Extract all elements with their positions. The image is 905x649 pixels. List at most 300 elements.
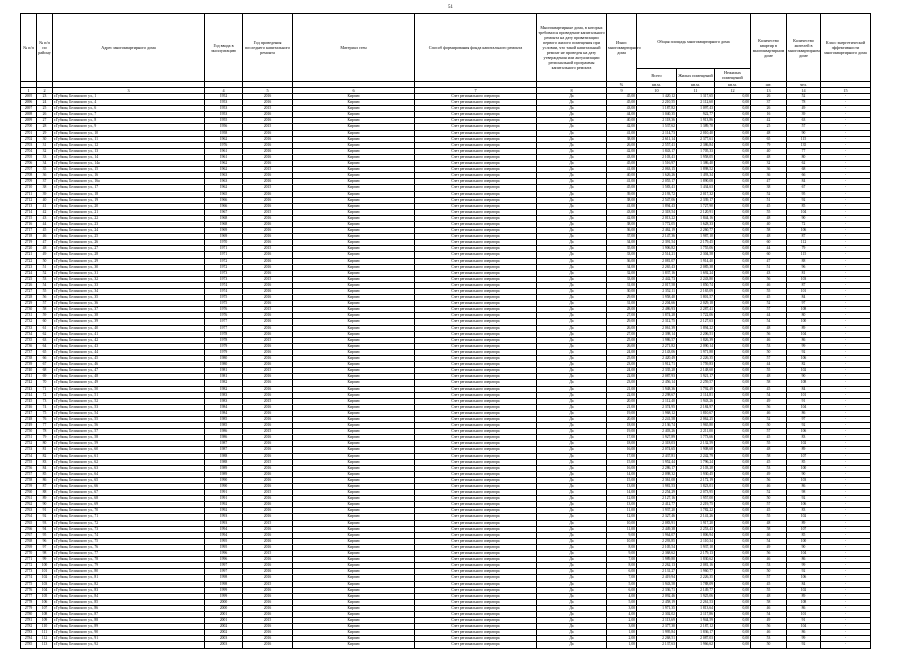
cell-area-total: 1 989,80 [637, 557, 677, 563]
cell-year-built: 1975 [205, 301, 243, 307]
cell-area-living: 1 782,22 [677, 508, 715, 514]
cell-wall-material: Кирпич [293, 154, 415, 160]
cell-area-total: 1 958,40 [637, 295, 677, 301]
cell-no: 2696 [21, 100, 37, 106]
cell-repair-flag: Да [537, 197, 607, 203]
cell-area-total: 1 537,62 [637, 124, 677, 130]
cell-year-repair: 2016 [243, 569, 293, 575]
cell-wall-material: Кирпич [293, 477, 415, 483]
cell-flats: 52 [751, 191, 787, 197]
cell-fund-method: Счет регионального оператора [415, 100, 537, 106]
cell-address: г.Губкин, Белинского ул., 17 [53, 185, 205, 191]
cell-area-nonliving: 0,00 [715, 557, 751, 563]
header-efficiency: Класс энергетической эффективности многоквартирного дома [821, 14, 871, 82]
cell-area-living: 1 943,26 [677, 398, 715, 404]
cell-fund-method: Счет регионального оператора [415, 289, 537, 295]
cell-wall-material: Кирпич [293, 508, 415, 514]
cell-efficiency: - [821, 246, 871, 252]
cell-year-repair: 2015 [243, 429, 293, 435]
cell-residents: 90 [787, 215, 821, 221]
cell-area-total: 2 074,65 [637, 447, 677, 453]
cell-wall-material: Кирпич [293, 636, 415, 642]
cell-efficiency: - [821, 118, 871, 124]
header-fund-method: Способ формирования фонда капитального ремонта [415, 14, 537, 82]
cell-no: 2743 [21, 386, 37, 392]
cell-no: 2702 [21, 136, 37, 142]
cell-no-district: 42 [37, 209, 53, 215]
cell-area-living: 2 260,77 [677, 228, 715, 234]
cell-area-nonliving: 0,00 [715, 374, 751, 380]
cell-area-total: 2 113,69 [637, 618, 677, 624]
cell-residents: 86 [787, 605, 821, 611]
cell-repair-flag: Да [537, 148, 607, 154]
cell-year-built: 1976 [205, 142, 243, 148]
cell-repair-flag: Да [537, 307, 607, 313]
cell-residents: 99 [787, 343, 821, 349]
cell-address: г.Губкин, Белинского ул., 74 [53, 532, 205, 538]
cell-year-repair: 2016 [243, 538, 293, 544]
cell-wall-material: Кирпич [293, 642, 415, 648]
header-flats: Количество квартир в многоквартирном доме [751, 14, 787, 82]
cell-no: 2721 [21, 252, 37, 258]
cell-year-built: 1953 [205, 100, 243, 106]
cell-year-built: 1983 [205, 392, 243, 398]
cell-no-district: 108 [37, 611, 53, 617]
cell-area-nonliving: 0,00 [715, 270, 751, 276]
cell-repair-flag: Да [537, 502, 607, 508]
cell-wall-material: Кирпич [293, 343, 415, 349]
cell-wear: 36,00 [607, 228, 637, 234]
cell-year-repair: 2016 [243, 557, 293, 563]
cell-flats: 57 [751, 356, 787, 362]
cell-flats: 53 [751, 343, 787, 349]
cell-wall-material: Кирпич [293, 215, 415, 221]
cell-efficiency: - [821, 343, 871, 349]
cell-no-district: 98 [37, 551, 53, 557]
cell-area-nonliving: 0,00 [715, 423, 751, 429]
cell-wall-material: Кирпич [293, 167, 415, 173]
cell-no-district: 28 [37, 124, 53, 130]
cell-no: 2705 [21, 154, 37, 160]
cell-flats: 55 [751, 441, 787, 447]
cell-flats: 55 [751, 289, 787, 295]
cell-no: 2730 [21, 307, 37, 313]
cell-wall-material: Кирпич [293, 453, 415, 459]
cell-no-district: 81 [37, 447, 53, 453]
cell-flats: 57 [751, 502, 787, 508]
cell-area-nonliving: 0,00 [715, 416, 751, 422]
cell-residents: 101 [787, 289, 821, 295]
cell-area-total: 1 626,26 [637, 173, 677, 179]
cell-area-living: 1 755,06 [677, 246, 715, 252]
cell-no-district: 84 [37, 465, 53, 471]
cell-address: г.Губкин, Белинского ул., 9 [53, 124, 205, 130]
cell-area-nonliving: 0,00 [715, 215, 751, 221]
cell-wall-material: Кирпич [293, 356, 415, 362]
column-number-cell: 3 [53, 88, 205, 94]
unit-cell: % [607, 82, 637, 88]
cell-address: г.Губкин, Белинского ул., 58 [53, 435, 205, 441]
cell-wear: 44,00 [607, 112, 637, 118]
cell-wall-material: Кирпич [293, 148, 415, 154]
cell-no: 2698 [21, 112, 37, 118]
cell-address: г.Губкин, Белинского ул., 44 [53, 349, 205, 355]
cell-repair-flag: Да [537, 221, 607, 227]
cell-efficiency: - [821, 362, 871, 368]
cell-residents: 91 [787, 398, 821, 404]
cell-fund-method: Счет регионального оператора [415, 349, 537, 355]
cell-wall-material: Кирпич [293, 484, 415, 490]
cell-wear: 12,00 [607, 514, 637, 520]
cell-no: 2717 [21, 228, 37, 234]
cell-area-living: 2 029,18 [677, 301, 715, 307]
cell-repair-flag: Да [537, 203, 607, 209]
cell-address: г.Губкин, Белинского ул., 41 [53, 331, 205, 337]
cell-residents: 104 [787, 331, 821, 337]
cell-no: 2777 [21, 593, 37, 599]
cell-area-nonliving: 0,00 [715, 398, 751, 404]
cell-wall-material: Кирпич [293, 532, 415, 538]
cell-wear: 17,00 [607, 435, 637, 441]
cell-residents: 99 [787, 563, 821, 569]
cell-year-repair: 2016 [243, 215, 293, 221]
cell-wear: 33,00 [607, 252, 637, 258]
cell-no: 2741 [21, 374, 37, 380]
cell-wear: 10,00 [607, 520, 637, 526]
cell-wall-material: Кирпич [293, 362, 415, 368]
unit-cell: кв.м. [715, 82, 751, 88]
cell-repair-flag: Да [537, 362, 607, 368]
cell-wall-material: Кирпич [293, 435, 415, 441]
cell-no-district: 66 [37, 356, 53, 362]
table-body [21, 94, 871, 649]
cell-fund-method: Счет регионального оператора [415, 319, 537, 325]
cell-residents: 102 [787, 514, 821, 520]
cell-address: г.Губкин, Белинского ул., 51 [53, 392, 205, 398]
cell-area-total: 2 105,54 [637, 544, 677, 550]
cell-residents: 63 [787, 118, 821, 124]
cell-wear: 40,00 [607, 173, 637, 179]
cell-area-nonliving: 0,00 [715, 191, 751, 197]
cell-no: 2722 [21, 258, 37, 264]
cell-no-district: 110 [37, 624, 53, 630]
cell-no: 2711 [21, 191, 37, 197]
cell-fund-method: Счет регионального оператора [415, 276, 537, 282]
cell-repair-flag: Да [537, 514, 607, 520]
cell-area-living: 2 141,26 [677, 514, 715, 520]
cell-no-district: 34 [37, 161, 53, 167]
cell-repair-flag: Да [537, 331, 607, 337]
cell-address: г.Губкин, Белинского ул., 19 [53, 197, 205, 203]
cell-wall-material: Кирпич [293, 270, 415, 276]
cell-no: 2761 [21, 496, 37, 502]
cell-area-nonliving: 0,00 [715, 221, 751, 227]
cell-address: г.Губкин, Белинского ул., 4 [53, 100, 205, 106]
cell-flats: 49 [751, 618, 787, 624]
cell-repair-flag: Да [537, 349, 607, 355]
cell-no: 2706 [21, 161, 37, 167]
cell-no: 2747 [21, 410, 37, 416]
cell-year-repair: 2016 [243, 465, 293, 471]
cell-year-built: 1999 [205, 593, 243, 599]
cell-area-living: 2 132,59 [677, 441, 715, 447]
cell-wall-material: Кирпич [293, 106, 415, 112]
cell-flats: 48 [751, 215, 787, 221]
cell-efficiency: - [821, 569, 871, 575]
cell-address: г.Губкин, Белинского ул., 24 [53, 228, 205, 234]
cell-efficiency: - [821, 453, 871, 459]
cell-efficiency: - [821, 557, 871, 563]
cell-efficiency: - [821, 197, 871, 203]
cell-no-district: 39 [37, 191, 53, 197]
cell-no: 2766 [21, 526, 37, 532]
cell-wall-material: Кирпич [293, 240, 415, 246]
cell-flats: 58 [751, 453, 787, 459]
cell-wear: 42,00 [607, 124, 637, 130]
cell-residents: 84 [787, 295, 821, 301]
cell-no-district: 57 [37, 301, 53, 307]
cell-wear: 21,00 [607, 386, 637, 392]
cell-wall-material: Кирпич [293, 331, 415, 337]
cell-fund-method: Счет регионального оператора [415, 118, 537, 124]
cell-wall-material: Кирпич [293, 392, 415, 398]
cell-area-living: 2 127,63 [677, 319, 715, 325]
cell-residents: 92 [787, 569, 821, 575]
cell-repair-flag: Да [537, 368, 607, 374]
cell-efficiency: - [821, 234, 871, 240]
cell-flats: 46 [751, 630, 787, 636]
cell-wall-material: Кирпич [293, 502, 415, 508]
cell-efficiency: - [821, 148, 871, 154]
cell-area-total: 2 361,08 [637, 477, 677, 483]
cell-fund-method: Счет регионального оператора [415, 502, 537, 508]
cell-year-repair: 2016 [243, 94, 293, 100]
cell-no-district: 43 [37, 215, 53, 221]
cell-efficiency: - [821, 276, 871, 282]
cell-year-repair: 2016 [243, 270, 293, 276]
cell-repair-flag: Да [537, 179, 607, 185]
cell-wear: 4,00 [607, 611, 637, 617]
cell-flats: 45 [751, 508, 787, 514]
cell-residents: 90 [787, 471, 821, 477]
cell-area-living: 1 917,20 [677, 520, 715, 526]
cell-area-living: 2 120,91 [677, 209, 715, 215]
cell-efficiency: - [821, 130, 871, 136]
cell-no-district: 51 [37, 264, 53, 270]
cell-wear: 31,00 [607, 301, 637, 307]
cell-residents: 85 [787, 459, 821, 465]
cell-flats: 58 [751, 526, 787, 532]
cell-residents: 86 [787, 337, 821, 343]
cell-area-living: 1 937,10 [677, 544, 715, 550]
cell-repair-flag: Да [537, 112, 607, 118]
cell-flats: 60 [751, 252, 787, 258]
cell-address: г.Губкин, Белинского ул., 72 [53, 520, 205, 526]
cell-residents: 104 [787, 551, 821, 557]
column-number-cell: 2 [37, 88, 53, 94]
cell-repair-flag: Да [537, 520, 607, 526]
cell-wall-material: Кирпич [293, 246, 415, 252]
cell-no: 2764 [21, 514, 37, 520]
cell-area-living: 2 259,57 [677, 380, 715, 386]
cell-area-living: 922,77 [677, 112, 715, 118]
cell-area-nonliving: 0,00 [715, 477, 751, 483]
cell-year-built: 1969 [205, 234, 243, 240]
cell-no-district: 44 [37, 221, 53, 227]
cell-wear: 33,00 [607, 276, 637, 282]
cell-year-repair: 2016 [243, 386, 293, 392]
cell-no-district: 63 [37, 337, 53, 343]
header-no-district: № п/п по району [37, 14, 53, 82]
cell-wear: 19,00 [607, 410, 637, 416]
cell-year-repair: 2016 [243, 636, 293, 642]
cell-area-nonliving: 0,00 [715, 471, 751, 477]
cell-year-repair: 2015 [243, 276, 293, 282]
cell-no-district: 112 [37, 636, 53, 642]
cell-year-built: 1969 [205, 228, 243, 234]
cell-fund-method: Счет регионального оператора [415, 453, 537, 459]
cell-residents: 77 [787, 148, 821, 154]
cell-year-built: 1975 [205, 295, 243, 301]
cell-repair-flag: Да [537, 538, 607, 544]
cell-area-nonliving: 0,00 [715, 106, 751, 112]
cell-area-living: 1 628,33 [677, 221, 715, 227]
cell-flats: 40 [751, 148, 787, 154]
cell-fund-method: Счет регионального оператора [415, 112, 537, 118]
cell-area-nonliving: 0,00 [715, 136, 751, 142]
cell-no: 2708 [21, 173, 37, 179]
cell-area-total: 2 286,17 [637, 465, 677, 471]
cell-efficiency: - [821, 154, 871, 160]
cell-wall-material: Кирпич [293, 538, 415, 544]
cell-residents: 68 [787, 167, 821, 173]
cell-address: г.Губкин, Белинского ул., 11 [53, 136, 205, 142]
cell-area-nonliving: 0,00 [715, 234, 751, 240]
cell-address: г.Губкин, Белинского ул., 82 [53, 581, 205, 587]
cell-residents: 95 [787, 191, 821, 197]
cell-wall-material: Кирпич [293, 368, 415, 374]
cell-area-total: 1 952,44 [637, 459, 677, 465]
cell-fund-method: Счет регионального оператора [415, 477, 537, 483]
cell-no: 2712 [21, 197, 37, 203]
cell-repair-flag: Да [537, 465, 607, 471]
cell-no-district: 97 [37, 544, 53, 550]
cell-no-district: 74 [37, 404, 53, 410]
header-repair-flag: Многоквартирные дома, в которых требовался проведение капитального ремонта на дату приватизации первого жилого помещения при условии, что такой капитальный ремонт не проведен на дату утверждения или актуализации региональной программы капитального ремонта [537, 14, 607, 82]
cell-year-repair: 2016 [243, 587, 293, 593]
cell-no-district: 106 [37, 599, 53, 605]
cell-fund-method: Счет регионального оператора [415, 313, 537, 319]
cell-fund-method: Счет регионального оператора [415, 252, 537, 258]
cell-area-total: 2 136,74 [637, 423, 677, 429]
cell-year-built: 2000 [205, 605, 243, 611]
cell-area-nonliving: 0,00 [715, 228, 751, 234]
cell-wear: 26,00 [607, 343, 637, 349]
cell-efficiency: - [821, 563, 871, 569]
cell-repair-flag: Да [537, 490, 607, 496]
cell-fund-method: Счет регионального оператора [415, 642, 537, 648]
cell-no-district: 107 [37, 605, 53, 611]
column-number-cell: 7 [415, 88, 537, 94]
cell-fund-method: Счет регионального оператора [415, 307, 537, 313]
cell-repair-flag: Да [537, 252, 607, 258]
cell-no: 2778 [21, 599, 37, 605]
cell-year-repair: 2016 [243, 264, 293, 270]
cell-area-total: 1 420,12 [637, 94, 677, 100]
cell-residents: 112 [787, 240, 821, 246]
cell-residents: 106 [787, 575, 821, 581]
cell-area-total: 2 265,43 [637, 264, 677, 270]
cell-residents: 91 [787, 618, 821, 624]
cell-area-living: 1 801,57 [677, 295, 715, 301]
cell-year-repair: 2016 [243, 221, 293, 227]
cell-year-repair: 2016 [243, 130, 293, 136]
cell-efficiency: - [821, 404, 871, 410]
cell-no-district: 45 [37, 228, 53, 234]
cell-area-living: 2 165,09 [677, 289, 715, 295]
cell-no: 2701 [21, 130, 37, 136]
cell-area-nonliving: 0,00 [715, 581, 751, 587]
cell-flats: 46 [751, 410, 787, 416]
cell-repair-flag: Да [537, 618, 607, 624]
cell-wear: 7,00 [607, 557, 637, 563]
cell-fund-method: Счет регионального оператора [415, 185, 537, 191]
cell-area-living: 1 930,45 [677, 471, 715, 477]
cell-wear: 5,00 [607, 581, 637, 587]
cell-residents: 78 [787, 100, 821, 106]
cell-year-repair: 2015 [243, 520, 293, 526]
cell-year-repair: 2016 [243, 502, 293, 508]
cell-address: г.Губкин, Белинского ул., 55 [53, 416, 205, 422]
cell-year-repair: 2015 [243, 368, 293, 374]
cell-no: 2723 [21, 264, 37, 270]
cell-wall-material: Кирпич [293, 124, 415, 130]
cell-no: 2736 [21, 343, 37, 349]
cell-year-built: 1986 [205, 429, 243, 435]
cell-no: 2756 [21, 465, 37, 471]
column-number-cell: 15 [821, 88, 871, 94]
cell-area-living: 1 925,06 [677, 593, 715, 599]
cell-address: г.Губкин, Белинского ул., 49 [53, 380, 205, 386]
cell-flats: 49 [751, 544, 787, 550]
cell-address: г.Губкин, Белинского ул., 37 [53, 307, 205, 313]
cell-flats: 32 [751, 161, 787, 167]
cell-flats: 53 [751, 636, 787, 642]
cell-year-built: 1992 [205, 508, 243, 514]
cell-area-nonliving: 0,00 [715, 490, 751, 496]
cell-area-nonliving: 0,00 [715, 167, 751, 173]
cell-area-total: 2 262,13 [637, 563, 677, 569]
cell-fund-method: Счет регионального оператора [415, 191, 537, 197]
cell-repair-flag: Да [537, 106, 607, 112]
cell-address: г.Губкин, Белинского ул., 81 [53, 575, 205, 581]
cell-area-nonliving: 0,00 [715, 624, 751, 630]
cell-address: г.Губкин, Белинского ул., 75 [53, 538, 205, 544]
cell-address: г.Губкин, Белинского ул., 77 [53, 551, 205, 557]
cell-wear: 45,00 [607, 94, 637, 100]
cell-residents: 104 [787, 624, 821, 630]
cell-no-district: 88 [37, 490, 53, 496]
cell-fund-method: Счет регионального оператора [415, 398, 537, 404]
cell-flats: 56 [751, 551, 787, 557]
cell-wear: 18,00 [607, 441, 637, 447]
cell-area-living: 1 894,22 [677, 325, 715, 331]
cell-repair-flag: Да [537, 484, 607, 490]
cell-flats: 65 [751, 136, 787, 142]
cell-address: г.Губкин, Белинского ул., 87 [53, 611, 205, 617]
cell-year-built: 1984 [205, 410, 243, 416]
cell-repair-flag: Да [537, 234, 607, 240]
